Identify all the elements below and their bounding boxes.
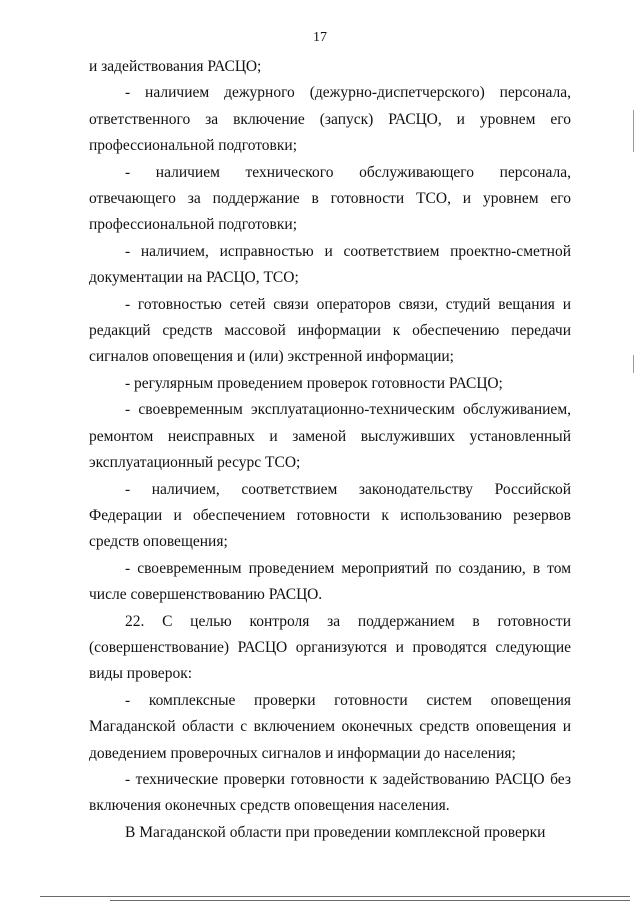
paragraph-section-22: 22. С целью контроля за поддержанием в готовности (совершенствование) РАСЦО организуются и проводятся следующие виды проверок: bbox=[89, 612, 571, 683]
list-item-reserves: - наличием, соответствием законодательству Российской Федерации и обеспечением готовности к использованию резервов средств оповещения; bbox=[89, 480, 571, 551]
scan-bottom-rule bbox=[40, 896, 630, 897]
list-item-network-readiness: - готовностью сетей связи операторов связи, студий вещания и редакций средств массовой информации к обеспечению передачи сигналов оповещения и (или) экстренной информации; bbox=[89, 295, 571, 366]
list-item-technical-personnel: - наличием технического обслуживающего персонала, отвечающего за поддержание в готовности ТСО, и уровнем его профессиональной подготовки; bbox=[89, 163, 571, 234]
list-item-regular-checks: - регулярным проведением проверок готовности РАСЦО; bbox=[125, 374, 503, 392]
list-item-duty-personnel: - наличием дежурного (дежурно-диспетчерского) персонала, ответственного за включение (запуск) РАСЦО, и уровнем его профессиональной подготовки; bbox=[89, 84, 571, 155]
list-item-documentation: - наличием, исправностью и соответствием проектно-сметной документации на РАСЦО, ТСО; bbox=[89, 242, 571, 287]
list-item-complex-checks: - комплексные проверки готовности систем оповещения Магаданской области с включением оконечных средств оповещения и доведением проверочных сигналов и информации до населения; bbox=[89, 691, 571, 762]
list-item-improvement: - своевременным проведением мероприятий по созданию, в том числе совершенствованию РАСЦО. bbox=[89, 559, 571, 604]
scan-edge-mark bbox=[633, 110, 634, 152]
paragraph-continuation: и задействования РАСЦО; bbox=[89, 58, 262, 75]
scan-bottom-rule bbox=[110, 900, 630, 901]
list-item-technical-checks: - технические проверки готовности к задействованию РАСЦО без включения оконечных средств оповещения населения. bbox=[89, 770, 571, 815]
scan-edge-mark bbox=[633, 355, 634, 373]
list-item-maintenance: - своевременным эксплуатационно-техническим обслуживанием, ремонтом неисправных и заменой выслуживших установленный эксплуатационный ресурс ТСО; bbox=[89, 401, 571, 472]
document-body bbox=[89, 54, 571, 846]
paragraph-complex-check-conduct: В Магаданской области при проведении комплексной проверки bbox=[125, 823, 546, 841]
page-number: 17 bbox=[313, 30, 327, 45]
